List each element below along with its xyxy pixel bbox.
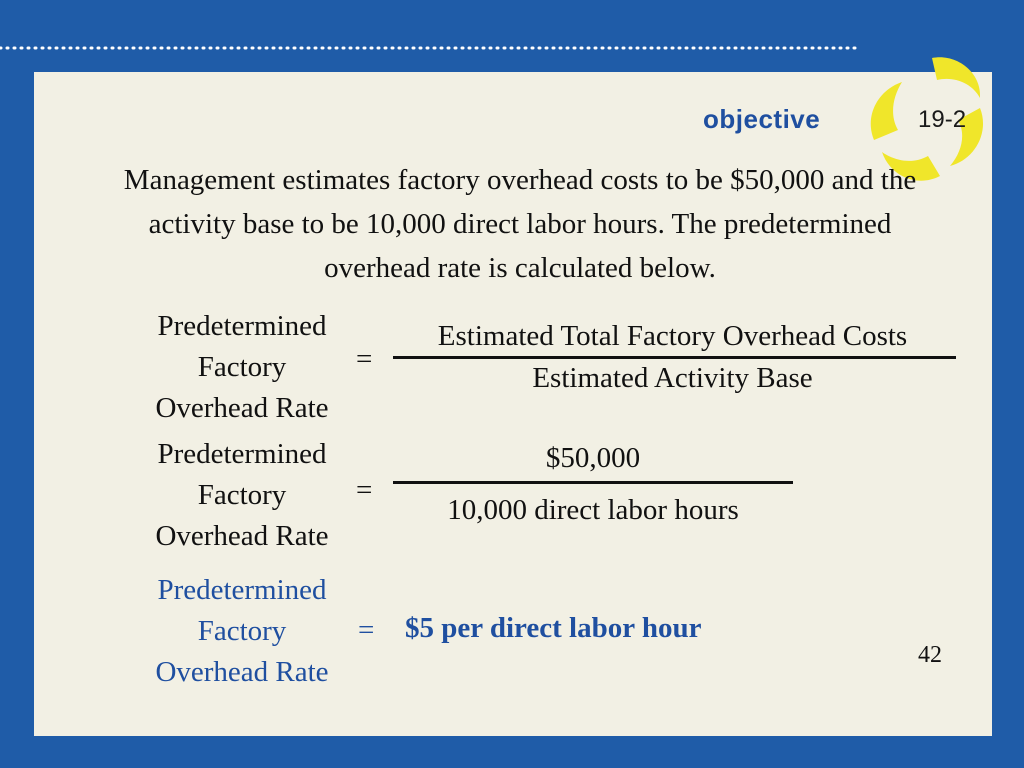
page-number: 42 bbox=[918, 642, 942, 668]
intro-paragraph: Management estimates factory overhead costs to be $50,000 and the activity base to be 10,000 direct labor hours. The predetermined overhead rate is calculated below. bbox=[123, 164, 917, 284]
formula2-label-line: Factory bbox=[197, 479, 287, 511]
formula1-label-line: Predetermined bbox=[157, 310, 327, 342]
formula1-label-line: Factory bbox=[197, 351, 287, 383]
formula1-label bbox=[132, 306, 352, 429]
formula2-fraction-bar bbox=[393, 481, 793, 484]
formula2-equals: = bbox=[356, 474, 373, 506]
formula1-equals: = bbox=[356, 343, 373, 375]
formula2-label bbox=[132, 434, 352, 557]
formula2-label-line: Predetermined bbox=[157, 438, 327, 470]
formula3-label bbox=[132, 570, 352, 693]
formula2-label-line: Overhead Rate bbox=[155, 520, 329, 552]
formula1-label-line: Overhead Rate bbox=[155, 392, 329, 424]
formula1-denominator: Estimated Activity Base bbox=[532, 362, 813, 394]
formula2-numerator: $50,000 bbox=[545, 442, 641, 474]
formula3-equals: = bbox=[358, 614, 375, 646]
formula3-result: $5 per direct labor hour bbox=[405, 612, 702, 644]
objective-number: 19-2 bbox=[918, 106, 967, 133]
formula3-label-line: Predetermined bbox=[157, 574, 327, 606]
objective-label: objective bbox=[703, 104, 821, 134]
formula1-fraction-bar bbox=[393, 356, 956, 359]
formula3-label-line: Factory bbox=[197, 615, 287, 647]
formula3-label-line: Overhead Rate bbox=[155, 656, 329, 688]
formula2-denominator: 10,000 direct labor hours bbox=[447, 494, 739, 526]
formula1-numerator: Estimated Total Factory Overhead Costs bbox=[437, 320, 908, 352]
